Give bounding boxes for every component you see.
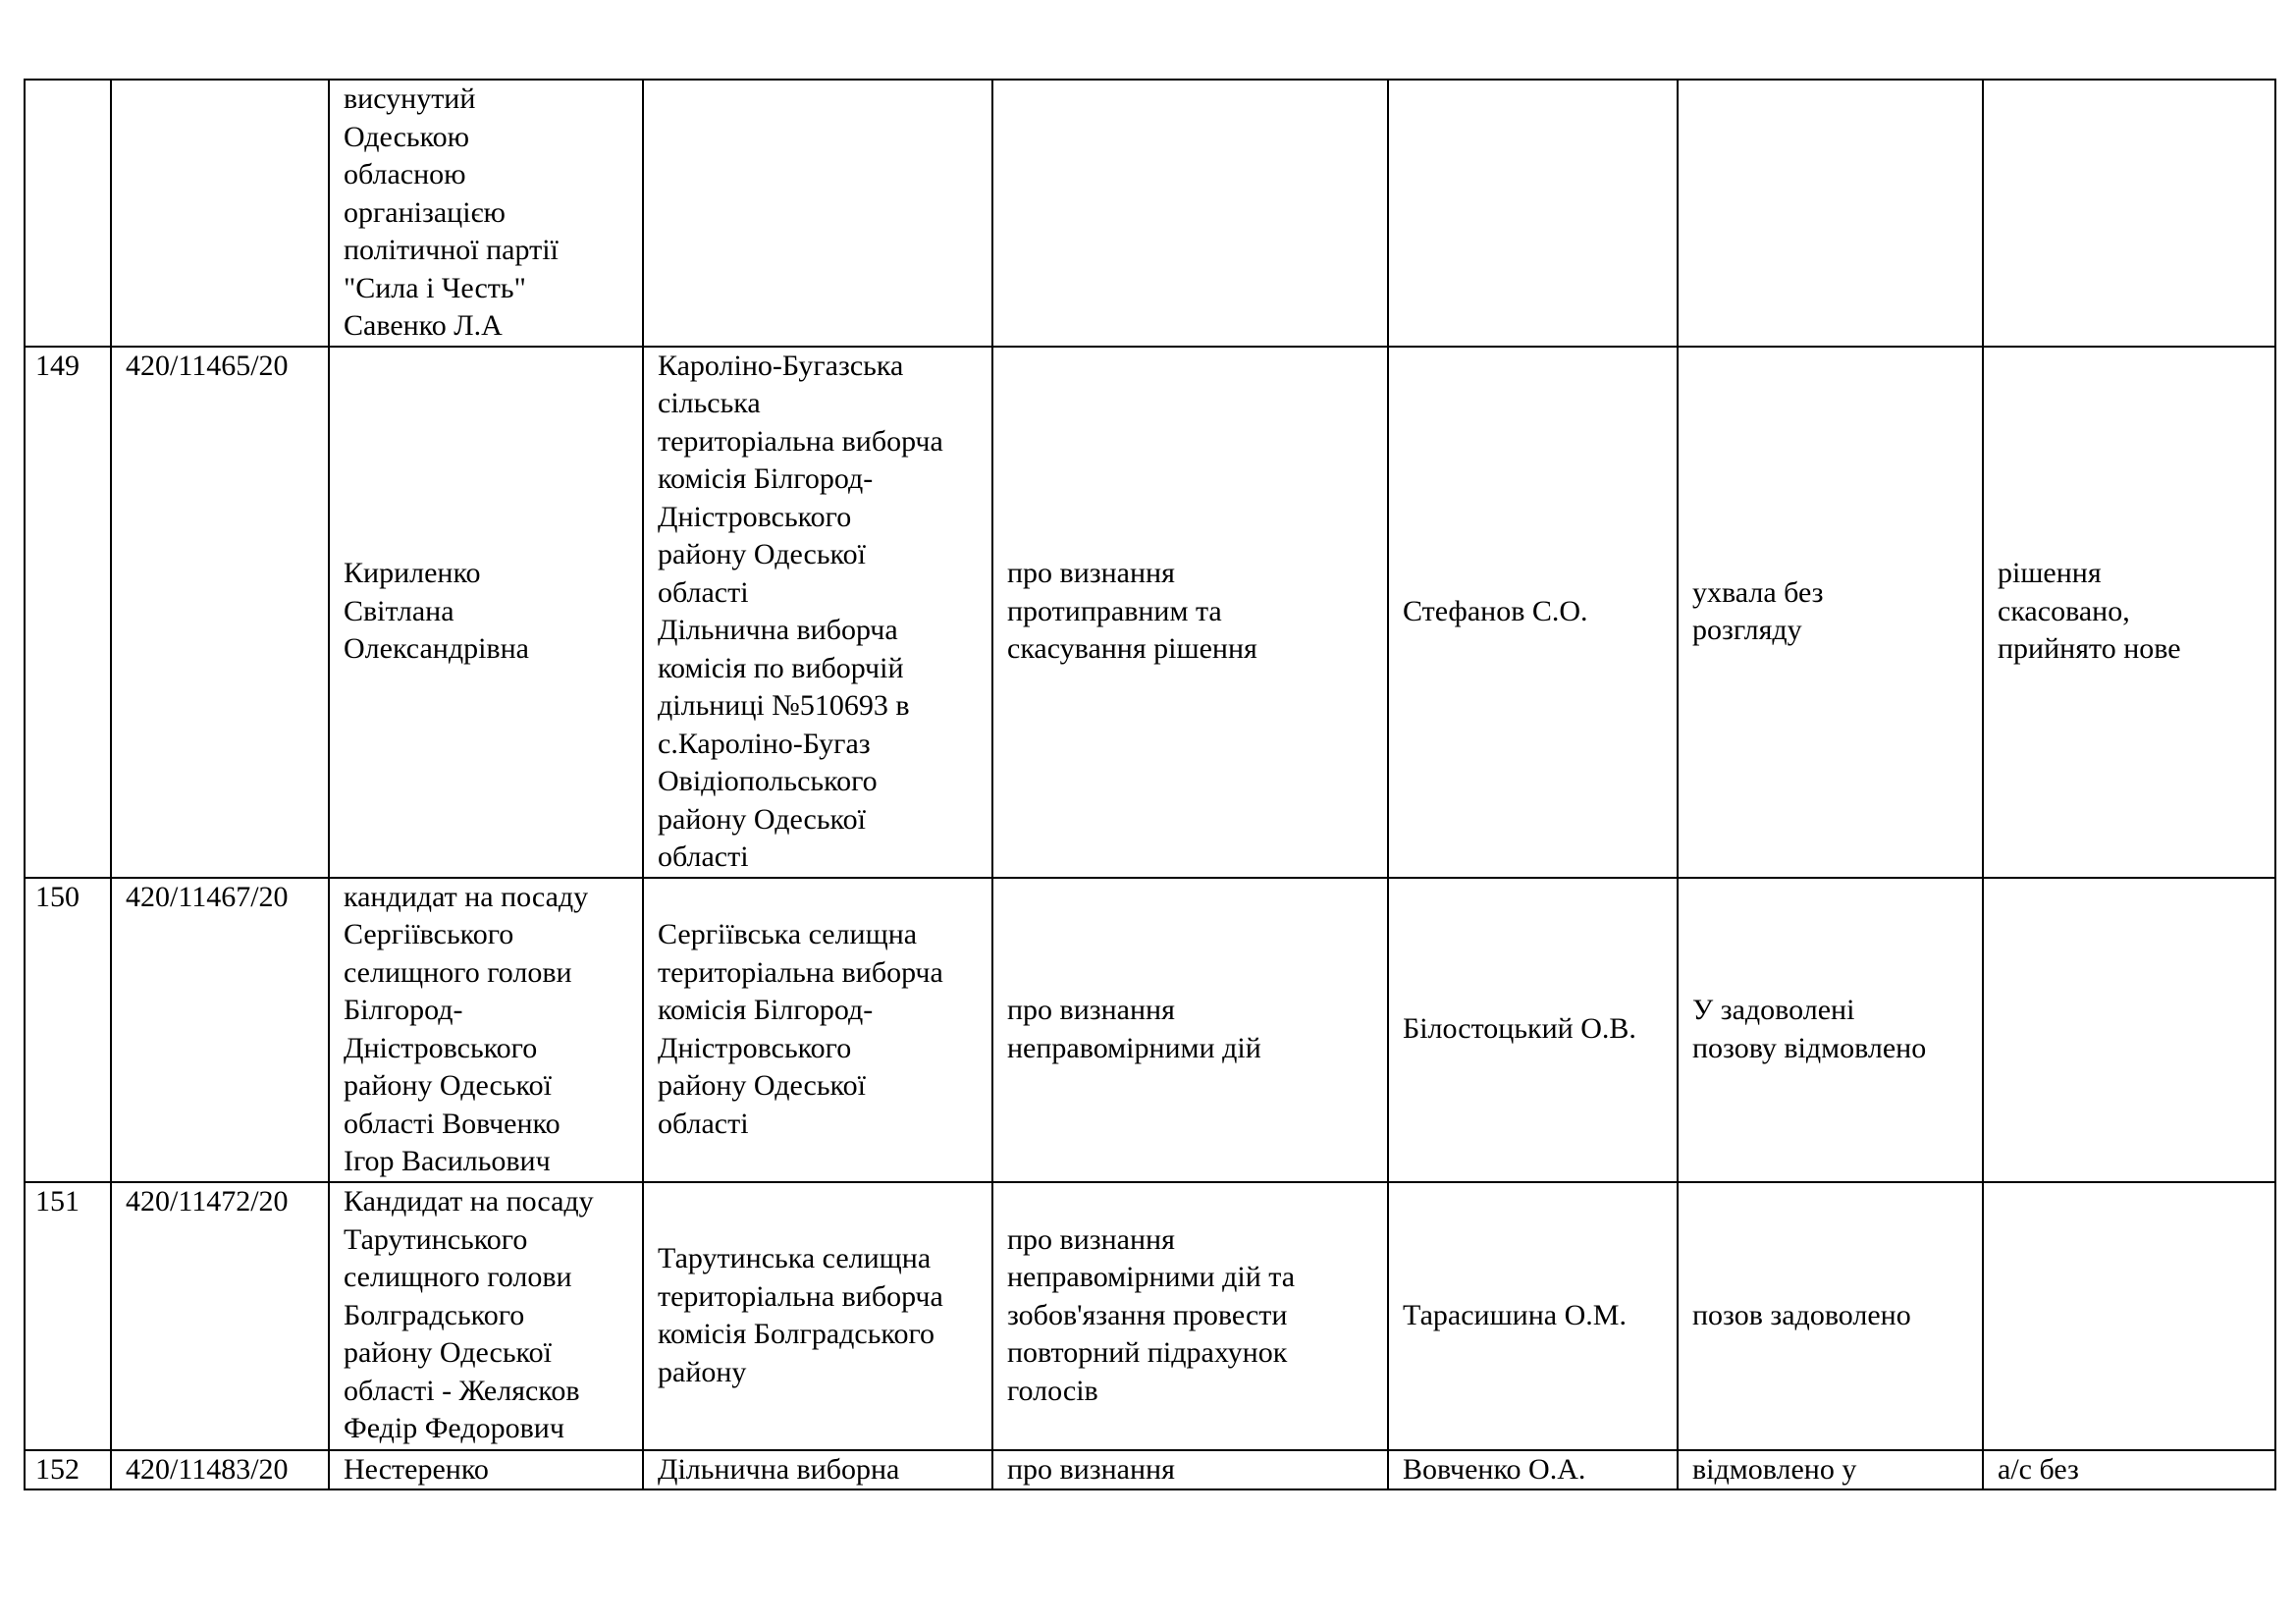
cell-appeal (1983, 878, 2275, 1182)
cell-subject: про визнання неправомірними дій (992, 878, 1388, 1182)
cell-result: ухвала без розгляду (1678, 347, 1983, 878)
cell-judge: Вовченко О.А. (1388, 1450, 1678, 1490)
cell-judge: Стефанов С.О. (1388, 347, 1678, 878)
table-row (25, 1450, 2275, 1490)
cell-plaintiff: кандидат на посаду Сергіївського селищного голови Білгород- Дністровського району Одеської області Вовченко Ігор Васильович (329, 878, 643, 1182)
cell-result: У задоволені позову відмовлено (1678, 878, 1983, 1182)
table-row (25, 878, 2275, 1182)
cell-defendant: Дільнична виборна (643, 1450, 992, 1490)
cell-defendant (643, 80, 992, 347)
cell-defendant: Кароліно-Бугазська сільська територіальна виборча комісія Білгород- Дністровського району Одеської області Дільнична виборча комісія по виборчій дільниці №510693 в с.Кароліно-Бугаз Овідіопольського району Одеської області (643, 347, 992, 878)
cell-defendant: Тарутинська селищна територіальна виборча комісія Болградського району (643, 1182, 992, 1450)
cell-number: 149 (25, 347, 111, 878)
cell-result: відмовлено у (1678, 1450, 1983, 1490)
cell-appeal: а/с без (1983, 1450, 2275, 1490)
cell-judge: Білостоцький О.В. (1388, 878, 1678, 1182)
table-row (25, 1182, 2275, 1450)
cell-subject: про визнання неправомірними дій та зобов'язання провести повторний підрахунок голосів (992, 1182, 1388, 1450)
cell-plaintiff: Кандидат на посаду Тарутинського селищного голови Болградського району Одеської області - Желясков Федір Федорович (329, 1182, 643, 1450)
table-row (25, 347, 2275, 878)
cell-number: 151 (25, 1182, 111, 1450)
cell-result: позов задоволено (1678, 1182, 1983, 1450)
cell-case-number: 420/11483/20 (111, 1450, 329, 1490)
cell-subject: про визнання (992, 1450, 1388, 1490)
cell-plaintiff: Кириленко Світлана Олександрівна (329, 347, 643, 878)
cell-subject (992, 80, 1388, 347)
cell-result (1678, 80, 1983, 347)
cell-number (25, 80, 111, 347)
cell-case-number (111, 80, 329, 347)
cell-number: 152 (25, 1450, 111, 1490)
table-row (25, 80, 2275, 347)
cell-appeal: рішення скасовано, прийнято нове (1983, 347, 2275, 878)
court-cases-table (24, 79, 2276, 1490)
cell-case-number: 420/11467/20 (111, 878, 329, 1182)
cell-plaintiff: висунутий Одеською обласною організацією політичної партії "Сила і Честь" Савенко Л.А (329, 80, 643, 347)
cell-case-number: 420/11465/20 (111, 347, 329, 878)
cell-plaintiff: Нестеренко (329, 1450, 643, 1490)
cell-case-number: 420/11472/20 (111, 1182, 329, 1450)
cell-number: 150 (25, 878, 111, 1182)
cell-subject: про визнання протиправним та скасування рішення (992, 347, 1388, 878)
cell-appeal (1983, 1182, 2275, 1450)
cell-defendant: Сергіївська селищна територіальна виборча комісія Білгород- Дністровського району Одеської області (643, 878, 992, 1182)
cell-judge (1388, 80, 1678, 347)
cell-appeal (1983, 80, 2275, 347)
cell-judge: Тарасишина О.М. (1388, 1182, 1678, 1450)
